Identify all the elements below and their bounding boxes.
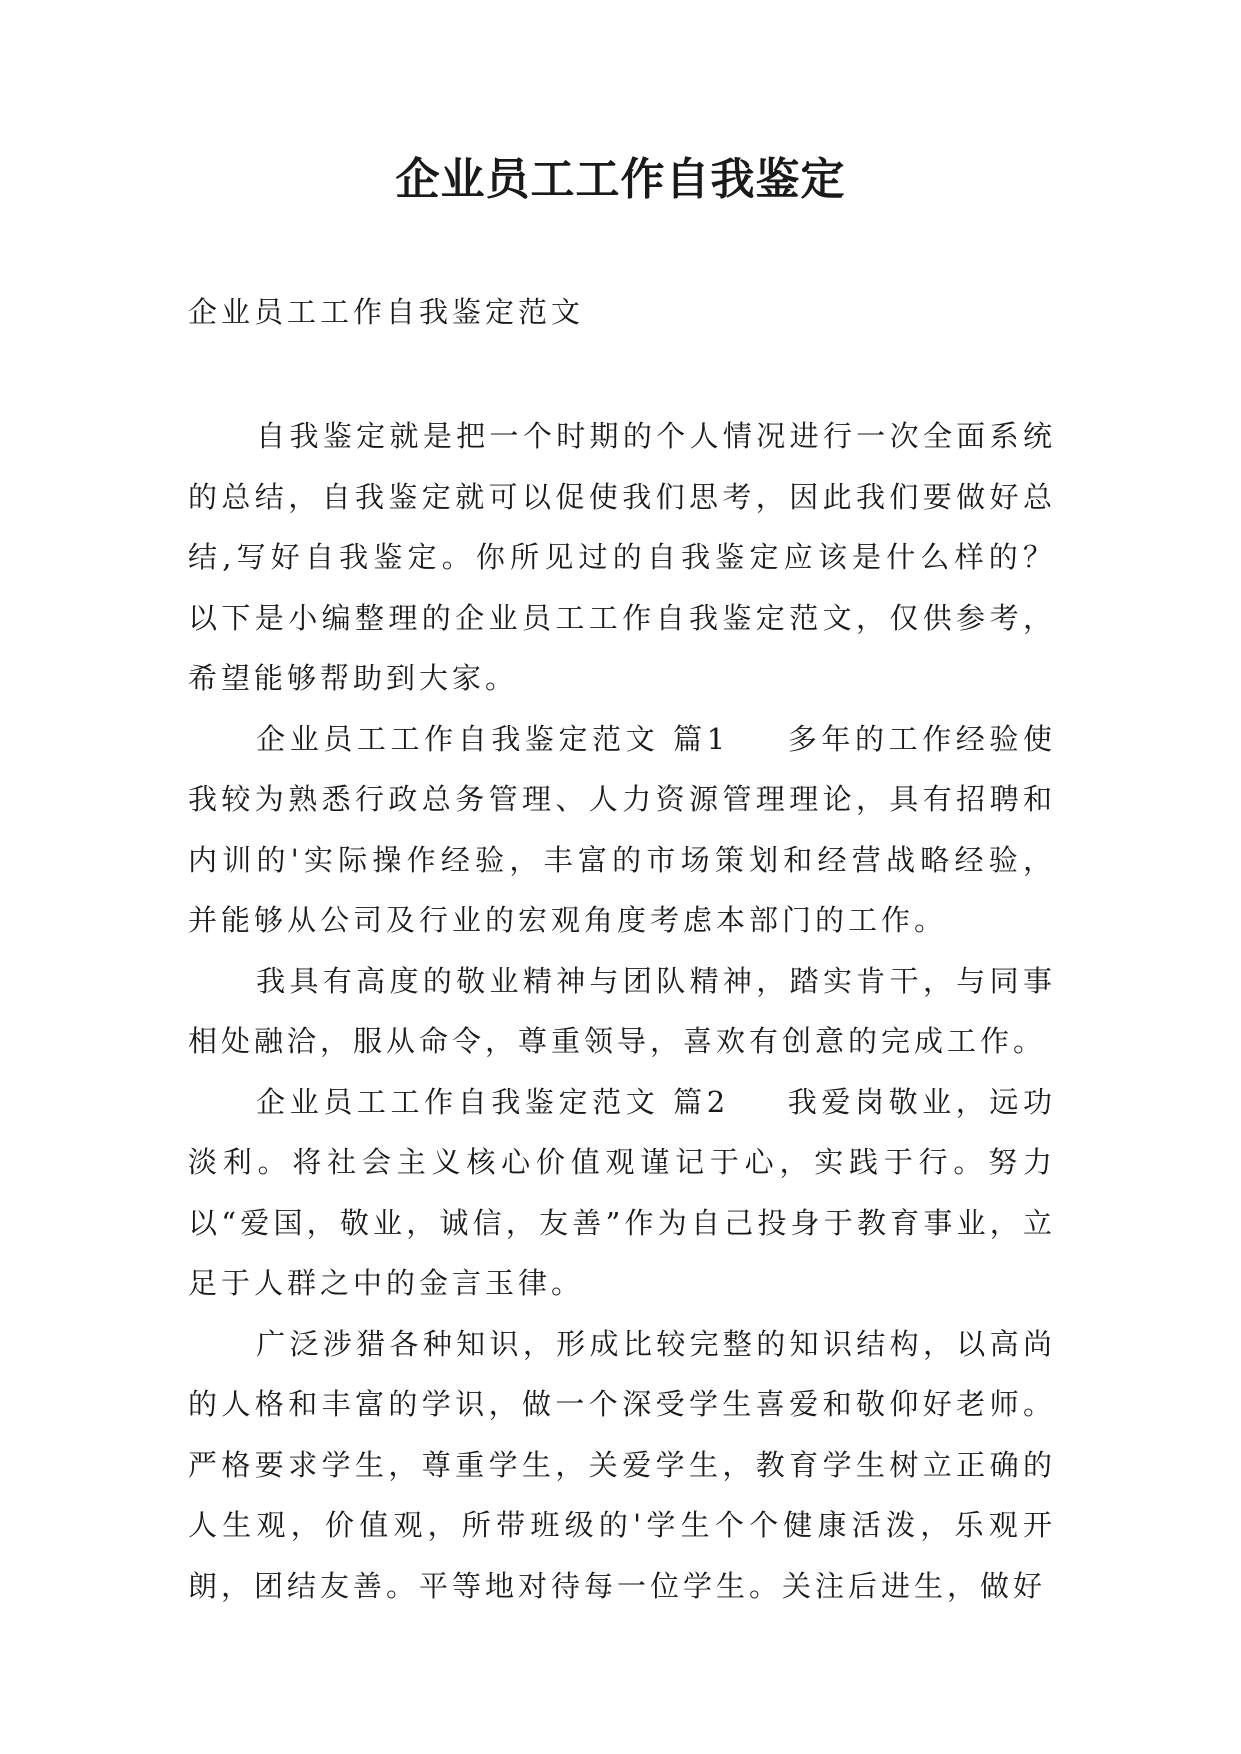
section-2-paragraph <box>188 1072 1056 1314</box>
document-body <box>188 406 1056 1616</box>
section-1-heading: 企业员工工作自我鉴定范文 篇1 <box>256 721 730 756</box>
section-2-body: 我爱岗敬业，远功淡利。将社会主义核心价值观谨记于心，实践于行。努力以“爱国，敬业，诚信，友善”作为自己投身于教育事业，立足于人群之中的金言玉律。 <box>188 1084 1056 1300</box>
document-title: 企业员工工作自我鉴定 <box>395 154 846 205</box>
section-1-paragraph <box>188 709 1056 951</box>
section-2-paragraph-2: 广泛涉猎各种知识，形成比较完整的知识结构，以高尚的人格和丰富的学识，做一个深受学生喜爱和敬仰好老师。严格要求学生，尊重学生，关爱学生，教育学生树立正确的人生观，价值观，所带班级的'学生个个健康活泼，乐观开朗，团结友善。平等地对待每一位学生。关注后进生，做好 <box>188 1326 1056 1603</box>
intro-paragraph: 自我鉴定就是把一个时期的个人情况进行一次全面系统的总结，自我鉴定就可以促使我们思考，因此我们要做好总结,写好自我鉴定。你所见过的自我鉴定应该是什么样的？以下是小编整理的企业员工工作自我鉴定范文，仅供参考，希望能够帮助到大家。 <box>188 419 1056 695</box>
section-2-heading: 企业员工工作自我鉴定范文 篇2 <box>256 1084 730 1119</box>
section-1-paragraph-2: 我具有高度的敬业精神与团队精神，踏实肯干，与同事相处融洽，服从命令，尊重领导，喜欢有创意的完成工作。 <box>188 963 1056 1058</box>
section-1-body: 多年的工作经验使我较为熟悉行政总务管理、人力资源管理理论，具有招聘和内训的'实际操作经验，丰富的市场策划和经营战略经验，并能够从公司及行业的宏观角度考虑本部门的工作。 <box>188 721 1056 937</box>
document-subtitle: 企业员工工作自我鉴定范文 <box>188 295 585 329</box>
